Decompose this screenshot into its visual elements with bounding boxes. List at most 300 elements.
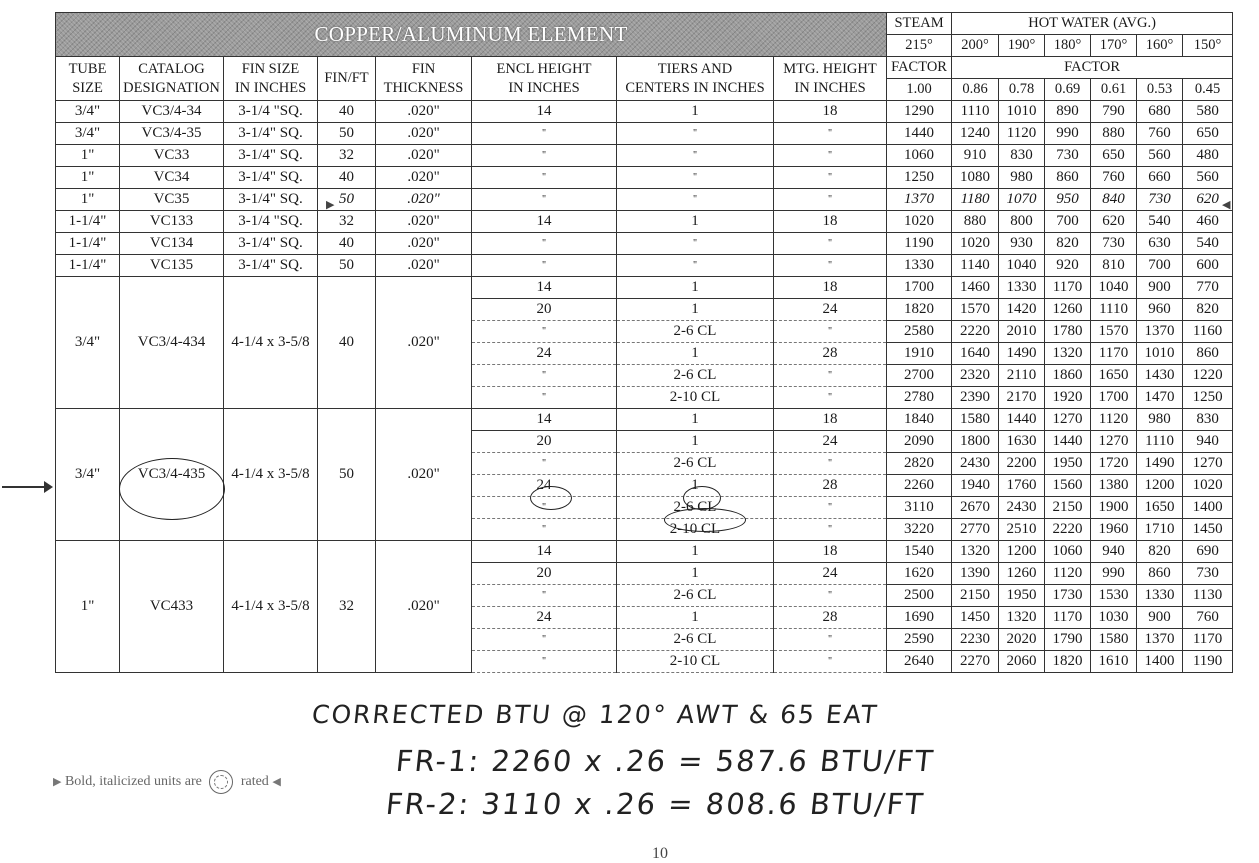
tiers-cell: 1 <box>617 475 774 497</box>
steam-btu-cell: 1370 <box>887 189 952 211</box>
fin-thickness-cell: .020" <box>376 277 472 409</box>
encl-height-cell: " <box>472 145 617 167</box>
factor-cell: 0.45 <box>1183 79 1233 101</box>
steam-temp: 215° <box>887 35 952 57</box>
hot-water-btu-cell: 1780 <box>1045 321 1091 343</box>
hot-water-btu-cell: 1190 <box>1183 651 1233 673</box>
steam-btu-cell: 2640 <box>887 651 952 673</box>
steam-btu-cell: 2820 <box>887 453 952 475</box>
temp-cell: 150° <box>1183 35 1233 57</box>
steam-btu-cell: 1250 <box>887 167 952 189</box>
catalog-cell: VC3/4-35 <box>120 123 224 145</box>
steam-btu-cell: 1910 <box>887 343 952 365</box>
table-row <box>56 123 1233 145</box>
encl-height-cell: " <box>472 387 617 409</box>
mtg-height-cell: 18 <box>774 277 887 299</box>
hot-water-btu-cell: 1260 <box>1045 299 1091 321</box>
steam-btu-cell: 3220 <box>887 519 952 541</box>
hot-water-btu-cell: 1860 <box>1045 365 1091 387</box>
hot-water-btu-cell: 1920 <box>1045 387 1091 409</box>
tube-size-cell: 3/4" <box>56 277 120 409</box>
fin-size-cell: 3-1/4" SQ. <box>224 167 318 189</box>
mtg-height-cell: " <box>774 255 887 277</box>
table-row <box>56 277 1233 299</box>
tiers-cell: 2-10 CL <box>617 519 774 541</box>
catalog-cell: VC135 <box>120 255 224 277</box>
steam-btu-cell: 1540 <box>887 541 952 563</box>
table-row <box>56 255 1233 277</box>
hot-water-btu-cell: 1250 <box>1183 387 1233 409</box>
tube-size-cell: 1" <box>56 167 120 189</box>
tiers-cell: 2-6 CL <box>617 497 774 519</box>
hot-water-btu-cell: 1370 <box>1137 321 1183 343</box>
hot-water-btu-cell: 1650 <box>1091 365 1137 387</box>
hot-water-btu-cell: 1630 <box>999 431 1045 453</box>
row-marker-right: ◀ <box>1222 199 1231 211</box>
hot-water-btu-cell: 960 <box>1137 299 1183 321</box>
hot-water-btu-cell: 690 <box>1183 541 1233 563</box>
catalog-cell: VC34 <box>120 167 224 189</box>
mtg-height-cell: 24 <box>774 431 887 453</box>
hot-water-btu-cell: 1950 <box>1045 453 1091 475</box>
col-mtg-height: MTG. HEIGHT IN INCHES <box>774 57 887 101</box>
table-row <box>56 233 1233 255</box>
hot-water-btu-cell: 1200 <box>1137 475 1183 497</box>
mtg-height-cell: 28 <box>774 343 887 365</box>
tiers-cell: 1 <box>617 607 774 629</box>
col-fin-size: FIN SIZE IN INCHES <box>224 57 318 101</box>
mtg-height-cell: 28 <box>774 607 887 629</box>
tiers-cell: 2-6 CL <box>617 629 774 651</box>
hot-water-btu-cell: 1790 <box>1045 629 1091 651</box>
steam-btu-cell: 2590 <box>887 629 952 651</box>
triangle-left-icon: ◀ <box>272 776 281 789</box>
hot-water-btu-cell: 950 <box>1045 189 1091 211</box>
mtg-height-cell: " <box>774 123 887 145</box>
fin-thickness-cell: .020" <box>376 409 472 541</box>
hot-water-btu-cell: 560 <box>1183 167 1233 189</box>
hot-water-btu-cell: 650 <box>1091 145 1137 167</box>
fin-ft-cell: 50 <box>318 409 376 541</box>
encl-height-cell: 14 <box>472 211 617 233</box>
tiers-cell: 2-10 CL <box>617 387 774 409</box>
mtg-height-cell: " <box>774 651 887 673</box>
hot-water-btu-cell: 2770 <box>952 519 999 541</box>
encl-height-cell: 24 <box>472 607 617 629</box>
temp-cell: 190° <box>999 35 1045 57</box>
hot-water-btu-cell: 1940 <box>952 475 999 497</box>
hot-water-btu-cell: 790 <box>1091 101 1137 123</box>
hot-water-btu-cell: 1010 <box>999 101 1045 123</box>
hot-water-btu-cell: 1160 <box>1183 321 1233 343</box>
hot-water-btu-cell: 2390 <box>952 387 999 409</box>
hot-water-btu-cell: 1170 <box>1045 277 1091 299</box>
hot-water-btu-cell: 1800 <box>952 431 999 453</box>
temp-cell: 200° <box>952 35 999 57</box>
hot-water-btu-cell: 1130 <box>1183 585 1233 607</box>
encl-height-cell: " <box>472 585 617 607</box>
handwritten-line-3: FR-2: 3110 x .26 = 808.6 BTU/FT <box>384 787 927 821</box>
tiers-cell: 1 <box>617 563 774 585</box>
col-catalog: CATALOG DESIGNATION <box>120 57 224 101</box>
hot-water-btu-cell: 760 <box>1091 167 1137 189</box>
steam-btu-cell: 2090 <box>887 431 952 453</box>
hot-water-btu-cell: 1570 <box>1091 321 1137 343</box>
hot-water-btu-cell: 2430 <box>952 453 999 475</box>
hot-water-btu-cell: 1560 <box>1045 475 1091 497</box>
encl-height-cell: 20 <box>472 431 617 453</box>
hot-water-btu-cell: 940 <box>1091 541 1137 563</box>
hot-water-btu-cell: 1220 <box>1183 365 1233 387</box>
hot-water-btu-cell: 680 <box>1137 101 1183 123</box>
tiers-cell: 1 <box>617 541 774 563</box>
hot-water-btu-cell: 1170 <box>1183 629 1233 651</box>
hot-water-btu-cell: 2060 <box>999 651 1045 673</box>
table-row <box>56 145 1233 167</box>
tiers-cell: " <box>617 167 774 189</box>
hot-water-btu-cell: 480 <box>1183 145 1233 167</box>
tiers-cell: " <box>617 233 774 255</box>
row-marker-left: ▶ <box>326 199 335 211</box>
mtg-height-cell: " <box>774 233 887 255</box>
hot-water-btu-cell: 1270 <box>1091 431 1137 453</box>
encl-height-cell: 24 <box>472 343 617 365</box>
hot-water-label: HOT WATER (AVG.) <box>952 13 1233 35</box>
temp-cell: 170° <box>1091 35 1137 57</box>
hot-water-btu-cell: 910 <box>952 145 999 167</box>
hot-water-btu-cell: 560 <box>1137 145 1183 167</box>
col-encl-height: ENCL HEIGHT IN INCHES <box>472 57 617 101</box>
hot-water-btu-cell: 660 <box>1137 167 1183 189</box>
hot-water-btu-cell: 620 <box>1091 211 1137 233</box>
encl-height-cell: " <box>472 519 617 541</box>
hot-water-btu-cell: 1060 <box>1045 541 1091 563</box>
hot-water-btu-cell: 730 <box>1091 233 1137 255</box>
hot-water-btu-cell: 1760 <box>999 475 1045 497</box>
hot-water-btu-cell: 860 <box>1045 167 1091 189</box>
tiers-cell: " <box>617 255 774 277</box>
triangle-right-icon: ▶ <box>53 776 62 789</box>
hot-water-btu-cell: 700 <box>1045 211 1091 233</box>
hot-water-btu-cell: 1080 <box>952 167 999 189</box>
tube-size-cell: 3/4" <box>56 123 120 145</box>
hot-water-btu-cell: 1650 <box>1137 497 1183 519</box>
page-number: 10 <box>652 845 668 862</box>
encl-height-cell: " <box>472 497 617 519</box>
tiers-cell: 1 <box>617 299 774 321</box>
circle-mark-encl <box>530 486 572 510</box>
hot-water-btu-cell: 1110 <box>1091 299 1137 321</box>
hot-water-btu-cell: 1120 <box>1091 409 1137 431</box>
hot-water-btu-cell: 980 <box>1137 409 1183 431</box>
temp-cell: 160° <box>1137 35 1183 57</box>
hot-water-btu-cell: 1450 <box>1183 519 1233 541</box>
tiers-cell: 2-6 CL <box>617 585 774 607</box>
factor-cell: 0.61 <box>1091 79 1137 101</box>
fin-thickness-cell: .020" <box>376 123 472 145</box>
hot-water-btu-cell: 1390 <box>952 563 999 585</box>
steam-btu-cell: 1690 <box>887 607 952 629</box>
hot-water-btu-cell: 1400 <box>1137 651 1183 673</box>
mtg-height-cell: " <box>774 321 887 343</box>
tube-size-cell: 1" <box>56 145 120 167</box>
hot-water-btu-cell: 460 <box>1183 211 1233 233</box>
tube-size-cell: 1-1/4" <box>56 211 120 233</box>
hot-water-btu-cell: 760 <box>1137 123 1183 145</box>
hot-water-btu-cell: 990 <box>1091 563 1137 585</box>
hot-water-btu-cell: 1010 <box>1137 343 1183 365</box>
tiers-cell: 1 <box>617 343 774 365</box>
steam-btu-cell: 1620 <box>887 563 952 585</box>
tiers-cell: " <box>617 189 774 211</box>
handwritten-line-1: CORRECTED BTU @ 120° AWT & 65 EAT <box>310 700 880 729</box>
hot-water-btu-cell: 540 <box>1183 233 1233 255</box>
hot-water-btu-cell: 1200 <box>999 541 1045 563</box>
tube-size-cell: 1-1/4" <box>56 255 120 277</box>
steam-btu-cell: 1840 <box>887 409 952 431</box>
mtg-height-cell: " <box>774 189 887 211</box>
fin-ft-cell: 32 <box>318 541 376 673</box>
hot-water-btu-cell: 1020 <box>952 233 999 255</box>
fin-thickness-cell: .020" <box>376 145 472 167</box>
encl-height-cell: 14 <box>472 101 617 123</box>
banner-title: COPPER/ALUMINUM ELEMENT <box>56 13 887 57</box>
hot-water-btu-cell: 1370 <box>1137 629 1183 651</box>
hot-water-btu-cell: 1470 <box>1137 387 1183 409</box>
hot-water-btu-cell: 810 <box>1091 255 1137 277</box>
hot-water-btu-cell: 1380 <box>1091 475 1137 497</box>
hot-water-btu-cell: 1110 <box>1137 431 1183 453</box>
hot-water-btu-cell: 2230 <box>952 629 999 651</box>
fin-thickness-cell: .020" <box>376 233 472 255</box>
tiers-cell: 1 <box>617 409 774 431</box>
steam-btu-cell: 1290 <box>887 101 952 123</box>
hot-water-btu-cell: 860 <box>1183 343 1233 365</box>
encl-height-cell: 24 <box>472 475 617 497</box>
hot-water-btu-cell: 630 <box>1137 233 1183 255</box>
hot-water-btu-cell: 1430 <box>1137 365 1183 387</box>
table-row <box>56 541 1233 563</box>
hot-water-btu-cell: 1020 <box>1183 475 1233 497</box>
tiers-cell: 1 <box>617 211 774 233</box>
steam-btu-cell: 3110 <box>887 497 952 519</box>
hot-water-btu-cell: 1610 <box>1091 651 1137 673</box>
hot-water-btu-cell: 2220 <box>952 321 999 343</box>
hot-water-btu-cell: 650 <box>1183 123 1233 145</box>
tiers-cell: " <box>617 123 774 145</box>
fin-thickness-cell: .020" <box>376 167 472 189</box>
fin-size-cell: 3-1/4 "SQ. <box>224 101 318 123</box>
table-row <box>56 409 1233 431</box>
hot-water-btu-cell: 1720 <box>1091 453 1137 475</box>
hot-water-btu-cell: 1330 <box>1137 585 1183 607</box>
encl-height-cell: 14 <box>472 409 617 431</box>
hot-water-btu-cell: 540 <box>1137 211 1183 233</box>
steam-btu-cell: 1060 <box>887 145 952 167</box>
hot-water-btu-cell: 980 <box>999 167 1045 189</box>
table-row <box>56 101 1233 123</box>
hot-water-btu-cell: 860 <box>1137 563 1183 585</box>
fin-thickness-cell: .020" <box>376 189 472 211</box>
fin-ft-cell: 32 <box>318 211 376 233</box>
footnote-text: Bold, italicized units are <box>64 774 202 790</box>
tiers-cell: 2-6 CL <box>617 321 774 343</box>
hot-water-btu-cell: 1070 <box>999 189 1045 211</box>
hot-water-btu-cell: 820 <box>1045 233 1091 255</box>
catalog-cell: VC35 <box>120 189 224 211</box>
hot-water-btu-cell: 770 <box>1183 277 1233 299</box>
mtg-height-cell: " <box>774 365 887 387</box>
steam-btu-cell: 1440 <box>887 123 952 145</box>
footnote <box>53 770 281 794</box>
fin-size-cell: 3-1/4" SQ. <box>224 189 318 211</box>
circle-mark-catalog <box>119 458 225 520</box>
hot-water-btu-cell: 1320 <box>999 607 1045 629</box>
fin-size-cell: 4-1/4 x 3-5/8 <box>224 277 318 409</box>
col-tiers: TIERS AND CENTERS IN INCHES <box>617 57 774 101</box>
hot-water-btu-cell: 580 <box>1183 101 1233 123</box>
fin-size-cell: 4-1/4 x 3-5/8 <box>224 541 318 673</box>
hot-water-btu-cell: 2430 <box>999 497 1045 519</box>
tiers-cell: " <box>617 145 774 167</box>
fin-ft-cell: 32 <box>318 145 376 167</box>
tiers-cell: 2-6 CL <box>617 453 774 475</box>
steam-btu-cell: 2260 <box>887 475 952 497</box>
encl-height-cell: " <box>472 629 617 651</box>
hot-water-btu-cell: 940 <box>1183 431 1233 453</box>
mtg-height-cell: " <box>774 629 887 651</box>
steam-btu-cell: 2780 <box>887 387 952 409</box>
hot-water-btu-cell: 800 <box>999 211 1045 233</box>
hot-water-btu-cell: 2320 <box>952 365 999 387</box>
encl-height-cell: " <box>472 123 617 145</box>
hot-water-btu-cell: 1270 <box>1183 453 1233 475</box>
temp-cell: 180° <box>1045 35 1091 57</box>
hot-water-btu-cell: 840 <box>1091 189 1137 211</box>
encl-height-cell: 20 <box>472 563 617 585</box>
col-tube-size: TUBE SIZE <box>56 57 120 101</box>
steam-btu-cell: 1820 <box>887 299 952 321</box>
circle-mark-tiers-1 <box>683 486 721 510</box>
encl-height-cell: 14 <box>472 277 617 299</box>
factor-cell: 0.69 <box>1045 79 1091 101</box>
hot-water-btu-cell: 1110 <box>952 101 999 123</box>
hot-water-btu-cell: 2670 <box>952 497 999 519</box>
fin-thickness-cell: .020" <box>376 101 472 123</box>
tube-size-cell: 3/4" <box>56 409 120 541</box>
hot-water-btu-cell: 1700 <box>1091 387 1137 409</box>
fin-ft-cell: 40 <box>318 277 376 409</box>
hot-water-btu-cell: 1120 <box>1045 563 1091 585</box>
factor-cell: 0.78 <box>999 79 1045 101</box>
tiers-cell: 2-10 CL <box>617 651 774 673</box>
handwritten-line-2: FR-1: 2260 x .26 = 587.6 BTU/FT <box>394 744 937 778</box>
encl-height-cell: 14 <box>472 541 617 563</box>
catalog-cell: VC3/4-34 <box>120 101 224 123</box>
steam-factor: 1.00 <box>887 79 952 101</box>
arrow-icon <box>2 486 50 488</box>
hot-water-btu-cell: 1270 <box>1045 409 1091 431</box>
fin-ft-cell: 50 <box>318 189 376 211</box>
mtg-height-cell: " <box>774 167 887 189</box>
tube-size-cell: 1" <box>56 541 120 673</box>
hot-water-btu-cell: 880 <box>952 211 999 233</box>
hot-water-btu-cell: 1530 <box>1091 585 1137 607</box>
fin-size-cell: 4-1/4 x 3-5/8 <box>224 409 318 541</box>
encl-height-cell: " <box>472 651 617 673</box>
tiers-cell: 1 <box>617 101 774 123</box>
tube-size-cell: 3/4" <box>56 101 120 123</box>
steam-btu-cell: 2700 <box>887 365 952 387</box>
hot-water-btu-cell: 1140 <box>952 255 999 277</box>
hot-water-btu-cell: 820 <box>1183 299 1233 321</box>
hot-water-btu-cell: 1330 <box>999 277 1045 299</box>
hot-water-btu-cell: 1030 <box>1091 607 1137 629</box>
fin-thickness-cell: .020" <box>376 211 472 233</box>
tiers-cell: 1 <box>617 277 774 299</box>
hot-water-btu-cell: 1040 <box>999 255 1045 277</box>
hot-water-btu-cell: 1490 <box>999 343 1045 365</box>
encl-height-cell: " <box>472 167 617 189</box>
fin-ft-cell: 50 <box>318 255 376 277</box>
fin-size-cell: 3-1/4 "SQ. <box>224 211 318 233</box>
hot-water-btu-cell: 1570 <box>952 299 999 321</box>
hot-water-btu-cell: 1710 <box>1137 519 1183 541</box>
mtg-height-cell: 24 <box>774 563 887 585</box>
hot-water-btu-cell: 2150 <box>1045 497 1091 519</box>
hot-water-btu-cell: 1640 <box>952 343 999 365</box>
hot-water-btu-cell: 2020 <box>999 629 1045 651</box>
hot-water-btu-cell: 1450 <box>952 607 999 629</box>
hot-water-btu-cell: 830 <box>1183 409 1233 431</box>
mtg-height-cell: 28 <box>774 475 887 497</box>
hot-water-btu-cell: 2110 <box>999 365 1045 387</box>
tiers-cell: 1 <box>617 431 774 453</box>
hot-water-btu-cell: 1170 <box>1045 607 1091 629</box>
hot-water-btu-cell: 2010 <box>999 321 1045 343</box>
hot-water-btu-cell: 1420 <box>999 299 1045 321</box>
encl-height-cell: " <box>472 321 617 343</box>
mtg-height-cell: 24 <box>774 299 887 321</box>
hot-water-btu-cell: 1580 <box>952 409 999 431</box>
catalog-cell: VC134 <box>120 233 224 255</box>
hot-water-btu-cell: 1730 <box>1045 585 1091 607</box>
tube-size-cell: 1-1/4" <box>56 233 120 255</box>
hot-water-btu-cell: 900 <box>1137 607 1183 629</box>
rating-table <box>55 12 1233 673</box>
table-row <box>56 211 1233 233</box>
mtg-height-cell: " <box>774 519 887 541</box>
factor-cell: 0.53 <box>1137 79 1183 101</box>
fin-size-cell: 3-1/4" SQ. <box>224 145 318 167</box>
hot-water-btu-cell: 920 <box>1045 255 1091 277</box>
fin-size-cell: 3-1/4" SQ. <box>224 233 318 255</box>
hot-water-btu-cell: 1320 <box>952 541 999 563</box>
steam-factor-label: FACTOR <box>887 57 952 79</box>
hot-water-btu-cell: 1040 <box>1091 277 1137 299</box>
hot-water-btu-cell: 2270 <box>952 651 999 673</box>
steam-btu-cell: 1190 <box>887 233 952 255</box>
hot-water-btu-cell: 1820 <box>1045 651 1091 673</box>
hot-water-btu-cell: 1260 <box>999 563 1045 585</box>
steam-btu-cell: 1020 <box>887 211 952 233</box>
hot-water-btu-cell: 880 <box>1091 123 1137 145</box>
fin-ft-cell: 50 <box>318 123 376 145</box>
hot-water-btu-cell: 700 <box>1137 255 1183 277</box>
encl-height-cell: " <box>472 189 617 211</box>
col-fin-ft: FIN/FT <box>318 57 376 101</box>
fin-ft-cell: 40 <box>318 167 376 189</box>
